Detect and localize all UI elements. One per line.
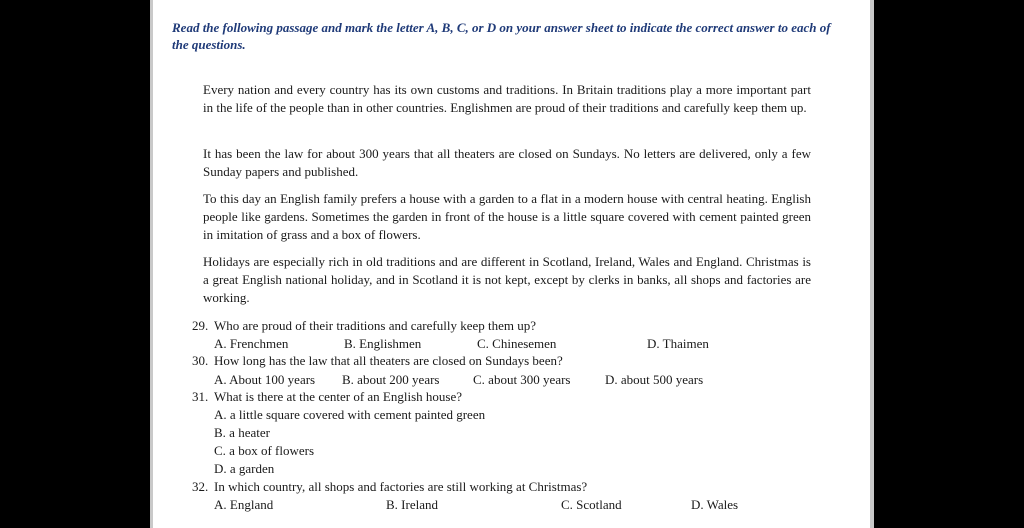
option-a[interactable]: A. England xyxy=(214,497,274,512)
passage-paragraph-2: It has been the law for about 300 years that all theaters are closed on Sundays. No letters are delivered, only a few Sunday papers and published. xyxy=(203,146,811,179)
question-number: 32. xyxy=(192,479,209,494)
option-a[interactable]: A. Frenchmen xyxy=(214,336,289,351)
option-b[interactable]: B. Ireland xyxy=(386,497,438,512)
option-d[interactable]: D. a garden xyxy=(214,461,275,476)
option-b[interactable]: B. Englishmen xyxy=(344,336,422,351)
question-text: Who are proud of their traditions and carefully keep them up? xyxy=(214,318,536,333)
passage-paragraph-4: Holidays are especially rich in old traditions and are different in Scotland, Ireland, Wales and England. Christmas is a great English national holiday, and in Scotland it is not kept, except by clerks in banks, all shops and factories are working. xyxy=(203,254,811,305)
option-c[interactable]: C. a box of flowers xyxy=(214,443,315,458)
question-number: 29. xyxy=(192,318,209,333)
document-page xyxy=(150,0,874,528)
question-text: What is there at the center of an English house? xyxy=(214,389,462,404)
passage-paragraph-1: Every nation and every country has its own customs and traditions. In Britain traditions play a more important part in the life of the people than in other countries. Englishmen are proud of their traditions and carefully keep them up. xyxy=(203,82,811,115)
option-c[interactable]: C. Chinesemen xyxy=(477,336,557,351)
page-left-border xyxy=(150,0,153,528)
option-c[interactable]: C. Scotland xyxy=(561,497,622,512)
instruction-text: Read the following passage and mark the letter A, B, C, or D on your answer sheet to indicate the correct answer to each of the questions. xyxy=(172,20,831,52)
passage-paragraph-3: To this day an English family prefers a house with a garden to a flat in a modern house with central heating. English people like gardens. Sometimes the garden in front of the house is a little square covered with cement painted green in imitation of grass and a box of flowers. xyxy=(203,191,811,242)
option-b[interactable]: B. about 200 years xyxy=(342,372,440,387)
page-right-border xyxy=(870,0,874,528)
question-text: In which country, all shops and factories are still working at Christmas? xyxy=(214,479,588,494)
option-d[interactable]: D. about 500 years xyxy=(605,372,704,387)
option-a[interactable]: A. About 100 years xyxy=(214,372,316,387)
question-number: 31. xyxy=(192,389,209,404)
question-number: 30. xyxy=(192,353,209,368)
option-d[interactable]: D. Wales xyxy=(691,497,739,512)
option-a[interactable]: A. a little square covered with cement painted green xyxy=(214,407,486,422)
option-c[interactable]: C. about 300 years xyxy=(473,372,571,387)
question-text: How long has the law that all theaters are closed on Sundays been? xyxy=(214,353,563,368)
option-b[interactable]: B. a heater xyxy=(214,425,270,440)
option-d[interactable]: D. Thaimen xyxy=(647,336,709,351)
